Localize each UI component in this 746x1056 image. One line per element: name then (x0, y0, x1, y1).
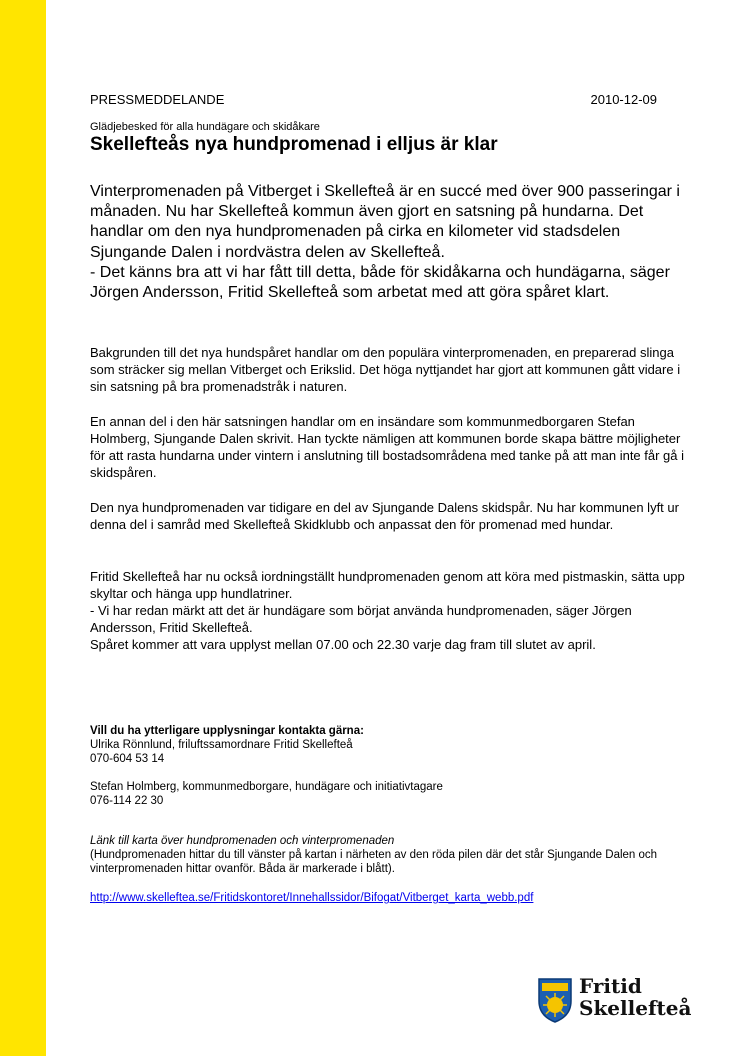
contact-heading: Vill du ha ytterligare upplysningar kontakta gärna: (90, 725, 364, 737)
logo-line-1: Fritid (579, 974, 642, 998)
release-date: 2010-12-09 (590, 92, 657, 107)
logo-line-2: Skellefteå (579, 996, 692, 1020)
map-section (90, 834, 710, 876)
preparation-quote: - Vi har redan märkt att det är hundägare som börjat använda hundpromenaden, säger Jörgen Andersson, Fritid Skellefteå. (90, 603, 632, 635)
lead-text: Vinterpromenaden på Vitberget i Skellefteå är en succé med över 900 passeringar i månaden. Nu har Skellefteå kommun även gjort en satsning på hundarna. Det handlar om den nya hundpromenaden på cirka en kilometer vid stadsdelen Sjungande Dalen i nordvästra delen av Skellefteå. (90, 183, 680, 261)
fritid-skelleftea-logo (537, 974, 692, 1027)
skelleftea-coat-of-arms-icon (537, 977, 573, 1023)
lead-paragraph (90, 182, 680, 303)
map-label: Länk till karta över hundpromenaden och vinterpromenaden (90, 835, 395, 847)
contact-section (90, 724, 710, 808)
lighting-hours: Spåret kommer att vara upplyst mellan 07.00 och 22.30 varje dag fram till slutet av april. (90, 637, 596, 652)
contact-1-name: Ulrika Rönnlund, friluftssamordnare Fritid Skellefteå (90, 739, 353, 751)
yellow-side-stripe (0, 0, 46, 1056)
map-link[interactable]: http://www.skelleftea.se/Fritidskontoret/Innehallssidor/Bifogat/Vitberget_karta_webb.pdf (90, 892, 534, 904)
logo-text (579, 975, 691, 1019)
contact-1-phone: 070-604 53 14 (90, 753, 165, 765)
paragraph-initiative: En annan del i den här satsningen handlar om en insändare som kommunmedborgaren Stefan Holmberg, Sjungande Dalen skrivit. Han tyckte nämligen att kommunen borde skapa bättre möjligheter för att rasta hundarna under vintern i anslutning till bostadsområdena med tanke på att man inte får gå i skidspåren. (90, 414, 685, 480)
preparation-text: Fritid Skellefteå har nu också iordningställt hundpromenaden genom att köra med pistmaskin, sätta upp skyltar och hänga upp hundlatriner. (90, 569, 685, 601)
doc-type-label: PRESSMEDDELANDE (90, 92, 225, 107)
contact-2-name: Stefan Holmberg, kommunmedborgare, hundägare och initiativtagare (90, 781, 443, 793)
lead-quote: - Det känns bra att vi har fått till detta, både för skidåkarna och hundägarna, säger Jörgen Andersson, Fritid Skellefteå som arbetat med att göra spåret klart. (90, 263, 670, 302)
contact-2-phone: 076-114 22 30 (90, 795, 164, 807)
paragraph-preparation (90, 568, 690, 653)
page-title: Skellefteås nya hundpromenad i elljus är klar (90, 134, 498, 155)
map-link-row (90, 891, 710, 905)
paragraph-trail: Den nya hundpromenaden var tidigare en del av Sjungande Dalens skidspår. Nu har kommunen lyft ur denna del i samråd med Skellefteå Skidklubb och anpassat den för promenad med hundar. (90, 500, 679, 532)
header-row (90, 92, 657, 107)
paragraph-background: Bakgrunden till det nya hundspåret handlar om den populära vinterpromenaden, en preparerad slinga som sträcker sig mellan Vitberget och Erikslid. Det höga nyttjandet har gjort att kommunen gått vidare i sin satsning på bra promenadstråk i naturen. (90, 345, 681, 394)
map-note: (Hundpromenaden hittar du till vänster på kartan i närheten av den röda pilen där det står Sjungande Dalen och vinterpromenaden hittar ovanför. Båda är markerade i blått). (90, 849, 658, 875)
kicker: Glädjebesked för alla hundägare och skidåkare (90, 121, 320, 133)
